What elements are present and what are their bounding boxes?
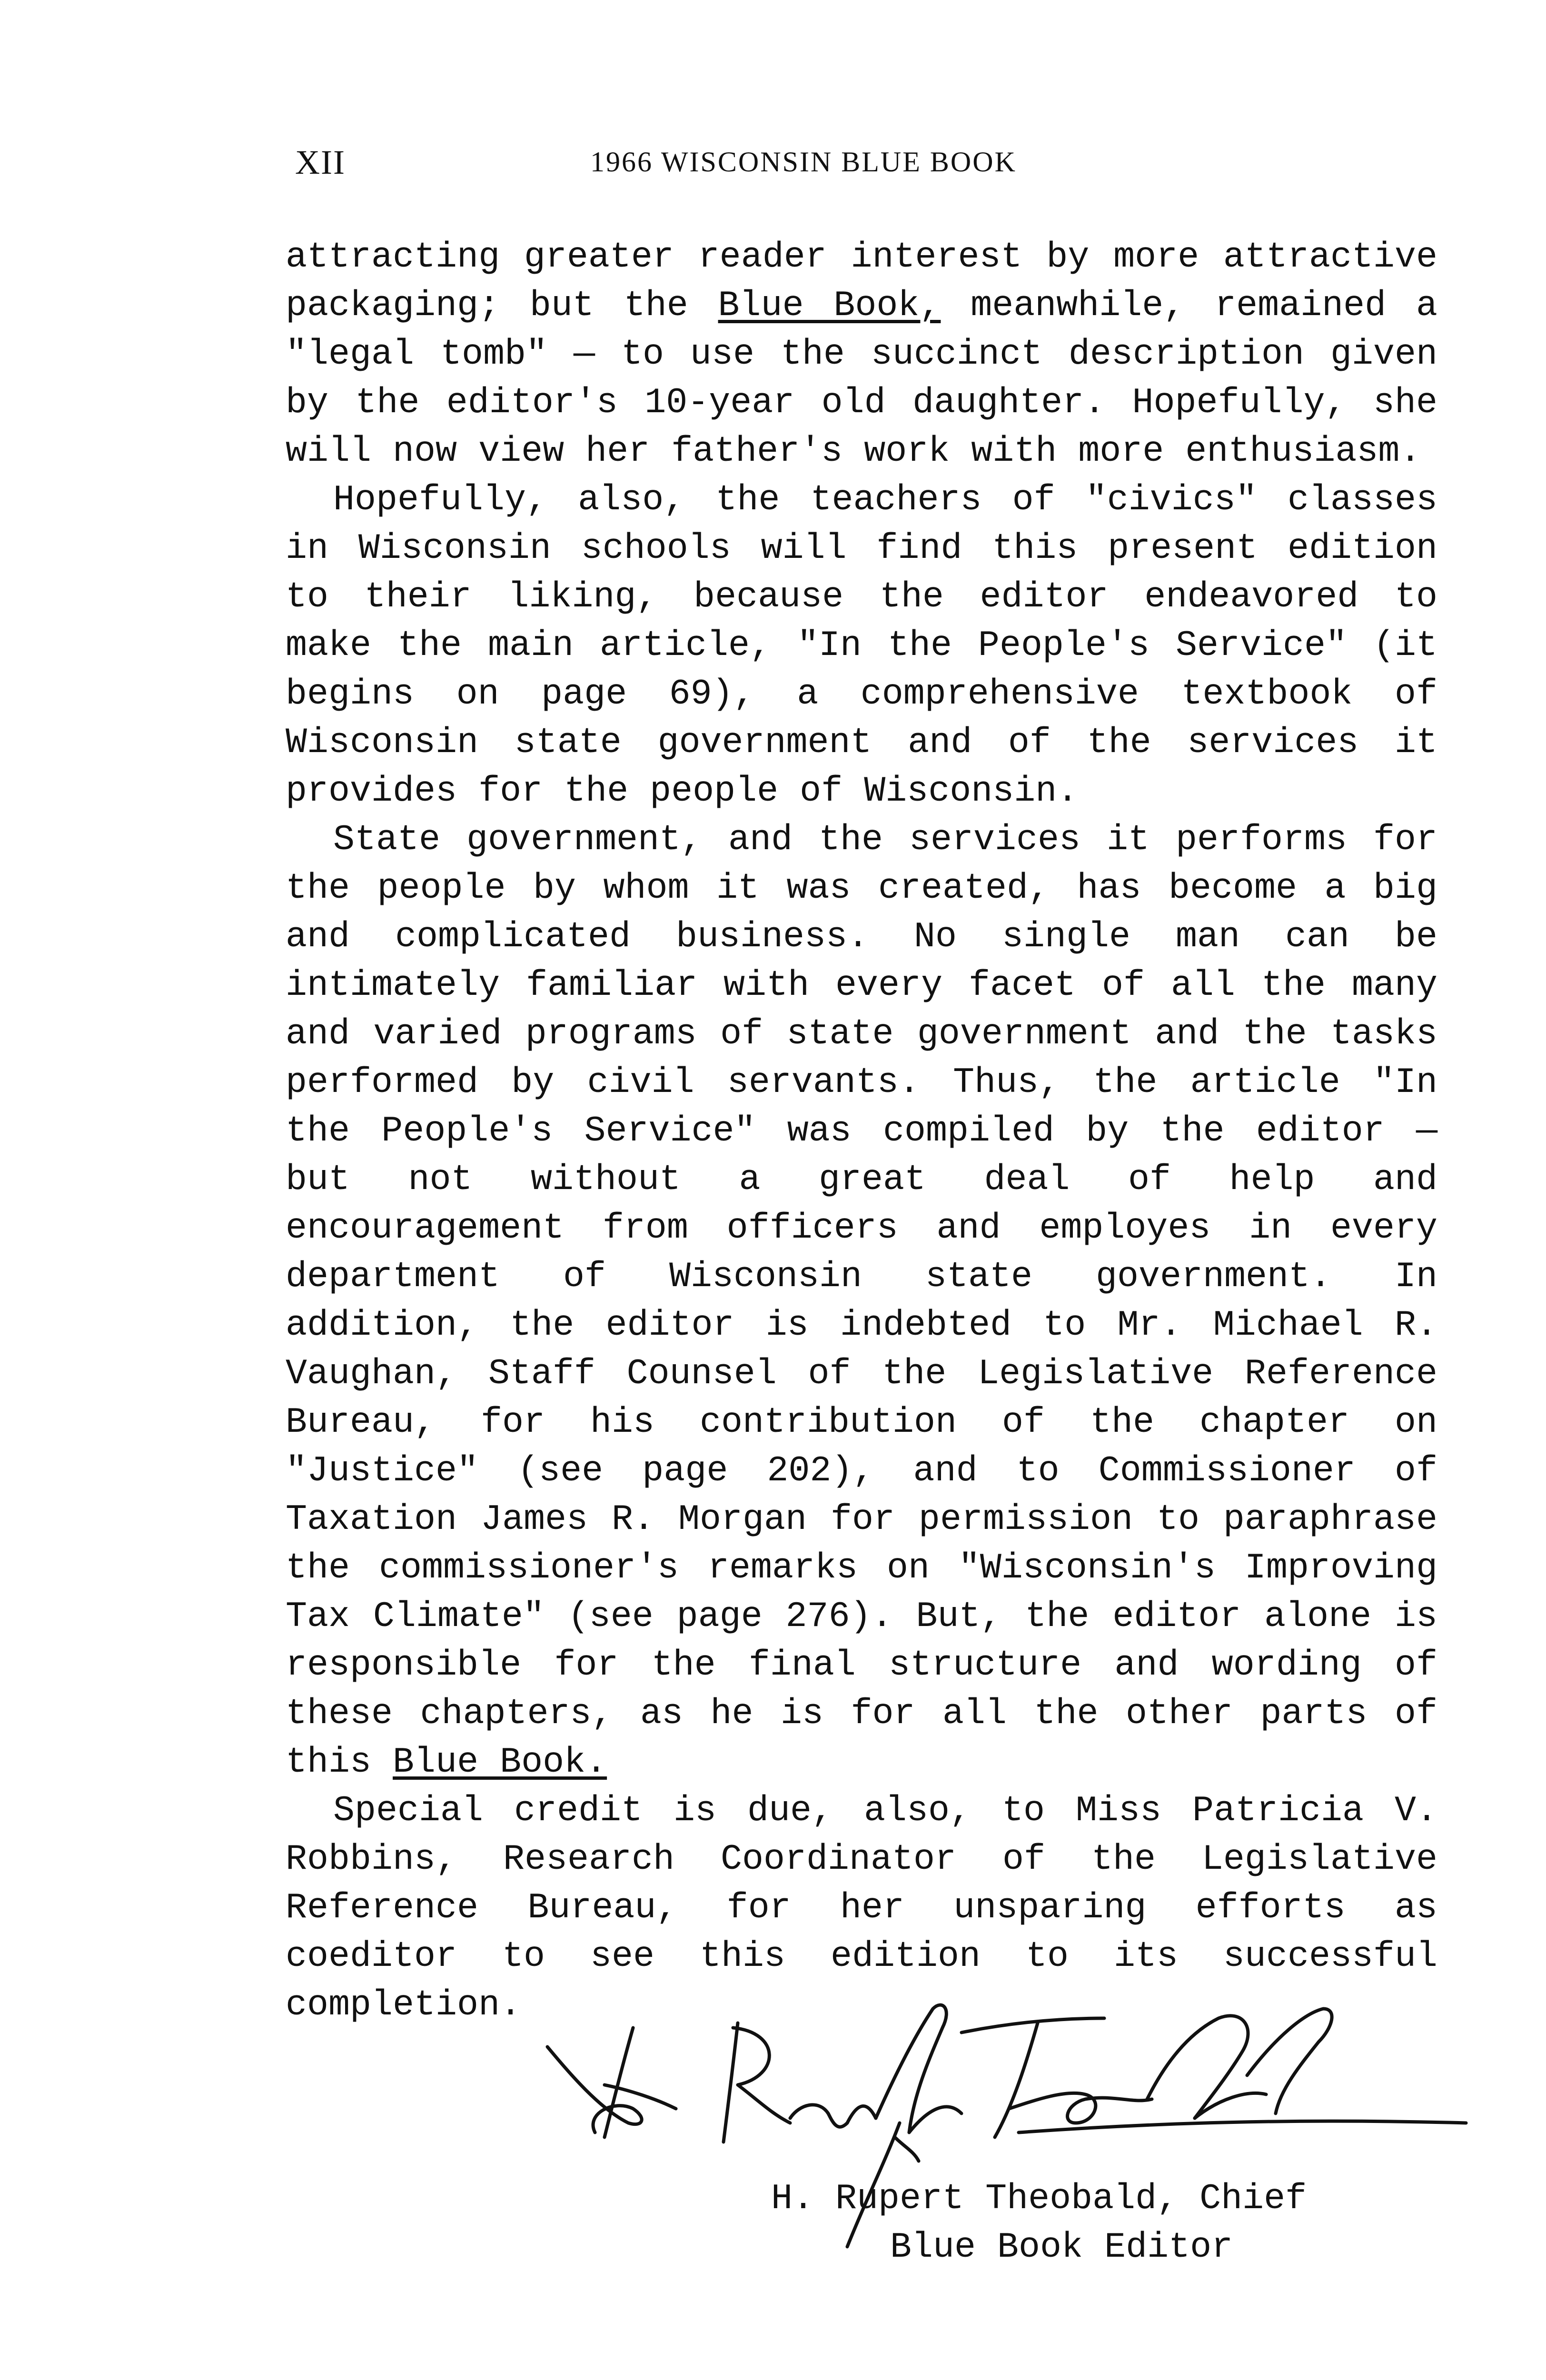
blue-book-title-underlined-2: Blue Book. (393, 1742, 607, 1783)
paragraph-1-text-start: attracting greater reader interest by more attractive packaging; but the (286, 237, 1437, 326)
page-header (295, 143, 1437, 190)
blue-book-title-underlined: Blue Book, (718, 286, 941, 326)
handwritten-signature (533, 1980, 1485, 2266)
signatory-name: H. Rupert Theobald, Chief (771, 2179, 1307, 2219)
paragraph-3-text: State government, and the services it performs for the people by whom it was created, has become a big and complicated business. No single man can be intimately familiar with every facet of all the many and varied programs of state government and the tasks performed by civil servants. Thus, the article "In the People's Service" was compiled by the editor — but not without a great deal of help and encouragement from officers and employes in every department of Wisconsin state government. In addition, the editor is indebted to Mr. Michael R. Vaughan, Staff Counsel of the Legislative Reference Bureau, for his contribution of the chapter on "Justice" (see page 202), and to Commissioner of Taxation James R. Morgan for permission to paraphrase the commissioner's remarks on "Wisconsin's Improving Tax Climate" (see page 276). But, the editor alone is responsible for the final structure and wording of these chapters, as he is for all the other parts of this (286, 820, 1437, 1783)
page-number: XII (295, 143, 346, 181)
paragraph-4: Special credit is due, also, to Miss Patricia V. Robbins, Research Coordinator of the Legislative Reference Bureau, for her unsparing efforts as coeditor to see this edition to its successful completion. (286, 1791, 1437, 2025)
signatory-title: Blue Book Editor (890, 2227, 1233, 2268)
running-title: 1966 WISCONSIN BLUE BOOK (590, 146, 1017, 178)
body-text (286, 233, 1437, 2030)
paragraph-1-text-end: meanwhile, remained a "legal tomb" — to use the succinct description given by the editor's 10-year old daughter. Hopefully, she will now view her father's work with more enthusiasm. (286, 286, 1437, 472)
paragraph-1 (286, 233, 1437, 476)
paragraph-2: Hopefully, also, the teachers of "civics" classes in Wisconsin schools will find this present edition to their liking, because the editor endeavored to make the main article, "In the People's Service" (it begins on page 69), a comprehensive textbook of Wisconsin state government and of the services it provides for the people of Wisconsin. (286, 480, 1437, 812)
paragraph-3 (286, 816, 1437, 1787)
